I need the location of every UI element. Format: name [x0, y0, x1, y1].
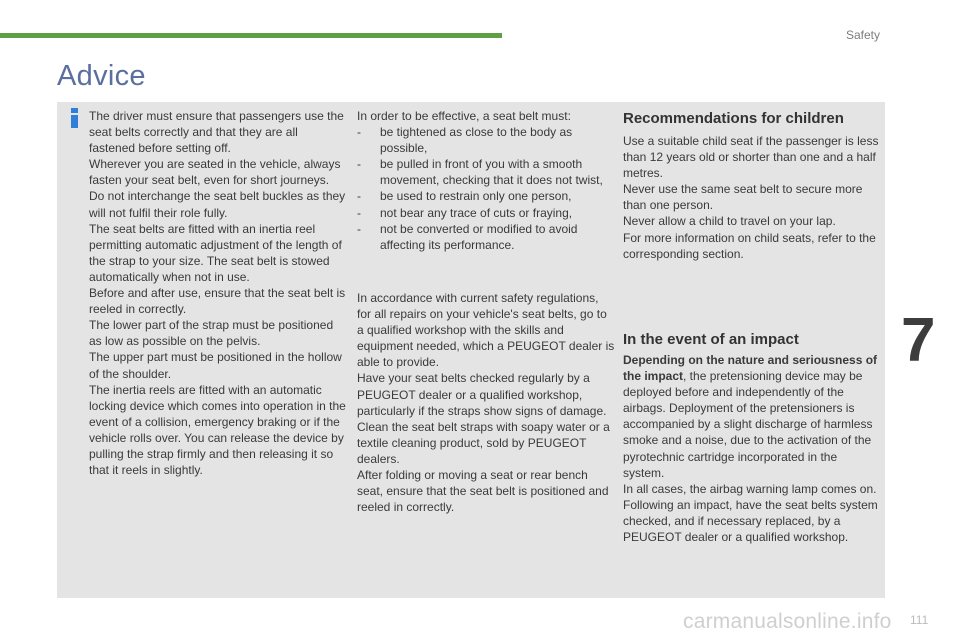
impact-lead-bold: Depending on the nature and seriousness of the impact — [623, 353, 878, 384]
impact-lead-rest: , the pretensioning device may be deployed before and independently of the airbags. Deployment of the pretensioners is accompanied by a slight discharge of harmless smoke and a noise, due to the activation of the pyrotechnic cartridge incorporated in the system. In all cases, the airbag warning lamp comes on. Following an impact, have the seat belts system checked, and if necessary replaced, by a PEUGEOT dealer or a qualified workshop. — [623, 369, 878, 545]
column1-paragraph: The driver must ensure that passengers use the seat belts correctly and that they are all fastened before setting off. Wherever you are seated in the vehicle, always fasten your seat belt, even for short journeys. Do not interchange the seat belt buckles as they will not fulfil their role fully. The seat belts are fitted with an inertia reel permitting automatic adjustment of the length of the strap to your size. The seat belt is stowed automatically when not in use. Before and after use, ensure that the seat belt is reeled in correctly. The lower part of the strap must be positioned as low as possible on the pelvis. The upper part must be positioned in the hollow of the shoulder. The inertia reels are fitted with an automatic locking device which comes into operation in the event of a collision, emergency braking or if the vehicle rolls over. You can release the device by pulling the strap firmly and then releasing it so that it reels in slightly. — [89, 109, 346, 478]
seat-belt-requirements — [357, 108, 615, 253]
impact-paragraph — [623, 352, 879, 545]
children-heading: Recommendations for children — [623, 110, 844, 127]
page-number: 111 — [910, 613, 929, 627]
children-text — [623, 133, 879, 262]
requirements-intro: In order to be effective, a seat belt must: — [357, 109, 571, 123]
seat-belt-maintenance-text — [357, 290, 615, 515]
chapter-number: 7 — [901, 306, 936, 375]
seat-belt-general-text — [89, 108, 347, 478]
children-paragraph: Use a suitable child seat if the passenger is less than 12 years old or shorter than one and a half metres. Never use the same seat belt to secure more than one person. Never allow a child to travel on your lap. For more information on child seats, refer to the corresponding section. — [623, 134, 879, 261]
maintenance-paragraph: In accordance with current safety regulations, for all repairs on your vehicle's seat belts, go to a qualified workshop with the skills and equipment needed, which a PEUGEOT dealer is able to provide. Have your seat belts checked regularly by a PEUGEOT dealer or a qualified workshop, particularly if the straps show signs of damage. Clean the seat belt straps with soapy water or a textile cleaning product, sold by PEUGEOT dealers. After folding or moving a seat or rear bench seat, ensure that the seat belt is positioned and reeled in correctly. — [357, 291, 615, 515]
list-item: - be tightened as close to the body as possible, — [357, 125, 573, 156]
list-item: - not bear any trace of cuts or fraying, — [357, 205, 573, 220]
section-name: Safety — [846, 28, 881, 42]
impact-heading: In the event of an impact — [623, 331, 799, 348]
page-title: Advice — [57, 60, 146, 92]
green-accent-bar — [0, 33, 502, 38]
list-item: - not be converted or modified to avoid affecting its performance. — [357, 221, 578, 252]
list-item: - be used to restrain only one person, — [357, 189, 572, 204]
requirements-list — [357, 124, 615, 253]
watermark: carmanualsonline.info — [683, 610, 892, 633]
info-icon — [69, 108, 80, 128]
list-item: - be pulled in front of you with a smooth movement, checking that it does not twist, — [357, 157, 603, 188]
impact-text — [623, 352, 879, 545]
